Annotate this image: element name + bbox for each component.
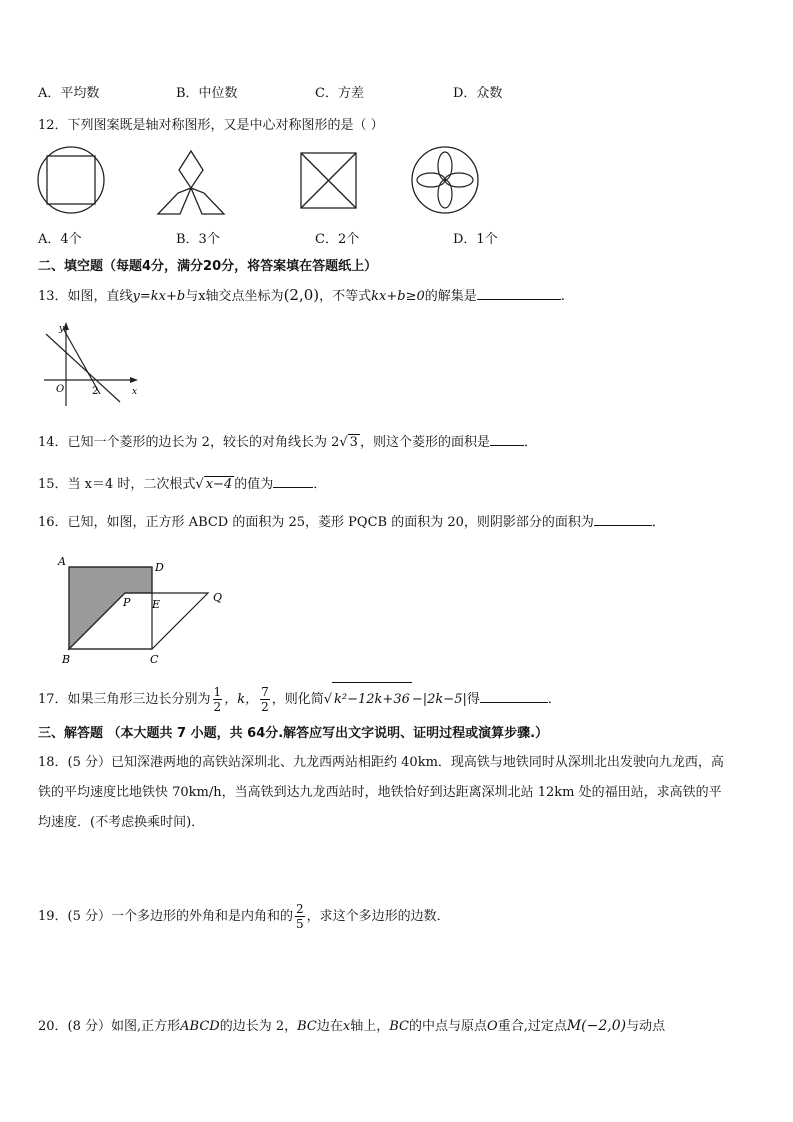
q17-part3: 得 [466, 692, 480, 707]
q17-fraction-2 [260, 685, 270, 714]
q12-option-c: C．2个 [315, 232, 360, 247]
q14-end: ． [523, 435, 537, 450]
q17-f2-num: 7 [261, 685, 269, 699]
q17-f1-den: 2 [213, 700, 222, 714]
q16-label-d: D [155, 561, 164, 574]
q19-text [38, 900, 450, 934]
q16-label-c: C [150, 653, 159, 666]
q13-text [38, 285, 565, 304]
q16-stem: 16．已知，如图，正方形 ABCD 的面积为 25，菱形 PQCB 的面积为 20，则阴影部分的面积为 [38, 515, 594, 530]
q16-label-q: Q [213, 591, 223, 604]
q20-part7: 与动点 [626, 1019, 666, 1034]
q14-radicand: 3 [349, 435, 358, 450]
q16-label-p: P [123, 596, 131, 609]
q17-end: ． [547, 692, 561, 707]
q15-radicand: x−4 [205, 477, 233, 492]
q16-text [38, 511, 665, 530]
q13-end: . [560, 289, 565, 304]
q17-answer-blank[interactable] [480, 690, 548, 703]
q13-part4: 的解集是 [424, 289, 477, 304]
q17-fraction-1 [213, 685, 223, 714]
q18-line-3: 均速度．(不考虑换乘时间)． [38, 815, 205, 830]
q15-part1: 15．当 x＝4 时，二次根式 [38, 477, 196, 492]
q18-line-1: 18．(5 分）已知深港两地的高铁站深圳北、九龙西两站相距约 40km．现高铁与地铁同时从深圳北出发驶向九龙西，高 [38, 755, 724, 770]
q13-part1: 13．如图，直线 [38, 289, 133, 304]
sqrt-symbol: √ [339, 435, 348, 450]
q19-frac-den: 5 [296, 917, 304, 931]
q12-figure-a [35, 144, 107, 216]
q13-point: (2,0) [283, 286, 320, 304]
q15-end: ． [313, 477, 327, 492]
q20-part5: 的中点与原点 [409, 1019, 488, 1034]
q12-option-a: A．4个 [38, 232, 82, 247]
q20-part3: 边在 [316, 1019, 343, 1034]
q15-text [38, 473, 326, 492]
q13-part2: 与x轴交点坐标为 [185, 289, 284, 304]
q17-radicand: k²−12k+36 [332, 682, 412, 717]
q17-part1: 17．如果三角形三边长分别为 [38, 692, 211, 707]
q20-part1: 20．(8 分）如图,正方形 [38, 1019, 181, 1034]
q12-stem: 12．下列图案既是轴对称图形，又是中心对称图形的是（ ） [38, 118, 384, 133]
q16-answer-blank[interactable] [594, 513, 652, 526]
q17-part2: ，则化简 [271, 692, 324, 707]
q16-label-b: B [62, 653, 71, 666]
q12-option-b: B．3个 [176, 232, 220, 247]
section-2-heading: 二、填空题（每题4分，满分20分，将答案填在答题纸上） [38, 259, 378, 274]
q16-label-e: E [152, 598, 161, 611]
q19-part2: ，求这个多边形的边数． [306, 909, 450, 924]
q11-option-c: C．方差 [315, 86, 364, 101]
q13-part3: ，不等式 [319, 289, 372, 304]
q13-equation: y=kx+b [132, 289, 186, 304]
q12-option-d: D．1个 [453, 232, 498, 247]
q13-answer-blank[interactable] [477, 287, 561, 300]
q13-inequality: kx+b≥0 [371, 289, 425, 304]
q20-text [38, 1015, 665, 1034]
q20-square-name: ABCD [180, 1019, 220, 1034]
q15-answer-blank[interactable] [273, 475, 313, 488]
q13-fig-origin-label: O [56, 384, 65, 395]
q17-abs-term: −|2k−5| [411, 692, 467, 707]
q13-figure [38, 318, 143, 408]
q19-fraction [295, 902, 305, 931]
q20-bc-1: BC [297, 1019, 317, 1034]
q17-k-separator: ，k， [224, 692, 259, 707]
q20-bc-2: BC [389, 1019, 409, 1034]
q15-part2: 的值为 [234, 477, 274, 492]
q17-f2-den: 2 [261, 700, 269, 714]
q12-figure-b [156, 148, 228, 218]
q14-text [38, 431, 537, 450]
q20-part4: 轴上， [350, 1019, 390, 1034]
q18-line-2: 铁的平均速度比地铁快 70km/h，当高铁到达九龙西站时，地铁恰好到达距离深圳北站 12km 处的福田站，求高铁的平 [38, 785, 722, 800]
sqrt-symbol: √ [323, 692, 333, 707]
q17-f1-num: 1 [213, 685, 222, 699]
sqrt-symbol: √ [195, 477, 204, 492]
q11-option-b: B．中位数 [176, 86, 238, 101]
q13-fig-y-label: y [59, 324, 65, 334]
q19-part1: 19．(5 分）一个多边形的外角和是内角和的 [38, 909, 294, 924]
q16-label-a: A [58, 555, 66, 568]
q20-part6: 重合,过定点 [497, 1019, 567, 1034]
q16-end: ． [651, 515, 665, 530]
q12-figure-d [409, 144, 481, 216]
q14-part2: ，则这个菱形的面积是 [359, 435, 490, 450]
q12-figure-c [298, 150, 360, 212]
q19-frac-num: 2 [296, 902, 304, 916]
q13-fig-two-label: 2 [92, 386, 99, 397]
q20-point-m: M(−2,0) [566, 1018, 627, 1034]
section-3-heading: 三、解答题 （本大题共 7 小题，共 64分.解答应写出文字说明、证明过程或演算步骤.） [38, 726, 549, 741]
q14-part1: 14．已知一个菱形的边长为 2，较长的对角线长为 2 [38, 435, 340, 450]
q16-figure [55, 553, 235, 668]
q14-answer-blank[interactable] [490, 433, 524, 446]
q11-option-d: D．众数 [453, 86, 503, 101]
q20-x-var: x [342, 1019, 351, 1034]
q13-fig-x-label: x [132, 387, 138, 397]
q20-origin: O [487, 1019, 498, 1034]
q20-part2: 的边长为 2， [219, 1019, 298, 1034]
q17-text [38, 682, 561, 717]
q11-option-a: A．平均数 [38, 86, 100, 101]
